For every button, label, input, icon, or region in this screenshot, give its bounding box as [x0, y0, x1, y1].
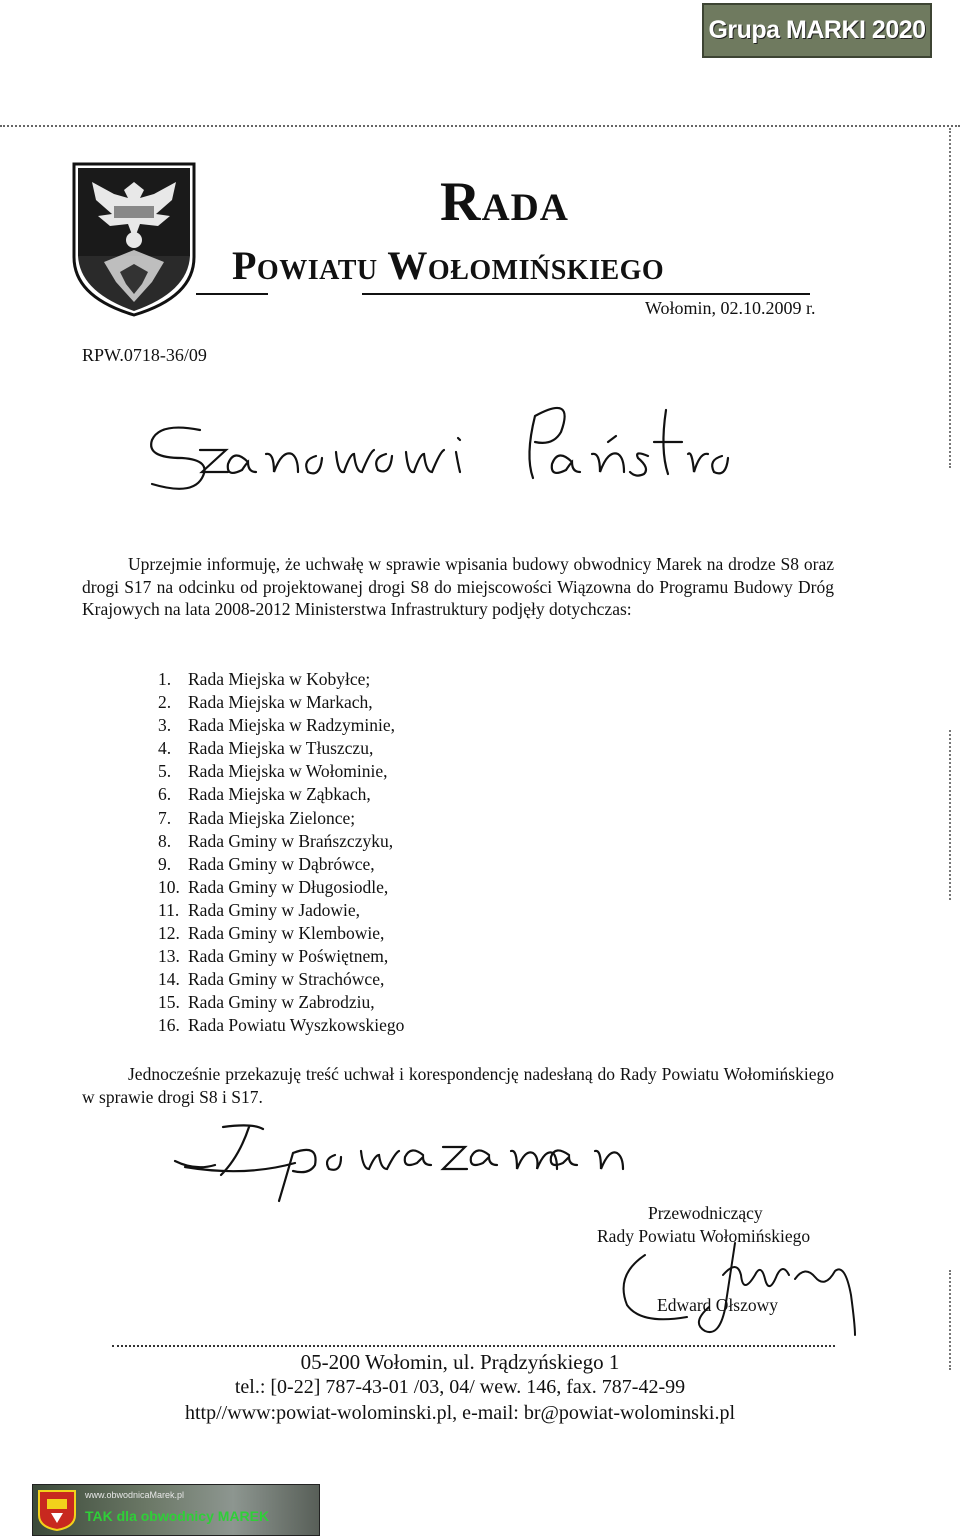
banner-slogan: TAK dla obwodnicy MAREK: [85, 1508, 270, 1524]
badge-text: Grupa MARKI 2020: [708, 16, 926, 44]
list-item: 2. Rada Miejska w Markach,: [158, 692, 373, 713]
list-item: 5. Rada Miejska w Wołominie,: [158, 761, 388, 782]
footer-web-email[interactable]: http//www:powiat-wolominski.pl, e-mail: br@powiat-wolominski.pl: [184, 1402, 736, 1424]
footer-divider: [112, 1345, 835, 1347]
body-paragraph: Jednocześnie przekazuję treść uchwał i korespondencję nadesłaną do Rady Powiatu Wołomińskiego w sprawie drogi S8 i S17.: [82, 1064, 834, 1107]
campaign-banner[interactable]: [32, 1484, 320, 1536]
list-item: 1. Rada Miejska w Kobyłce;: [158, 669, 371, 689]
list-item: 10. Rada Gminy w Długosiodle,: [158, 876, 389, 897]
council-list: [158, 668, 404, 1038]
list-item: 3. Rada Miejska w Radzyminie,: [158, 715, 396, 736]
scan-edge-right: [949, 730, 951, 900]
handwritten-signature: [605, 1235, 870, 1350]
group-badge: [702, 3, 932, 58]
list-item: 6. Rada Miejska w Ząbkach,: [158, 784, 371, 805]
header-divider: [196, 293, 268, 295]
handwritten-salutation: [140, 390, 760, 500]
list-item: 8. Rada Gminy w Brańszczyku,: [158, 830, 394, 851]
footer-address: 05-200 Wołomin, ul. Prądzyńskiego 1: [300, 1350, 620, 1374]
crest-logo-icon: [37, 1489, 77, 1531]
signatory-name: Edward Ołszowy: [657, 1295, 779, 1315]
list-item: 14. Rada Gminy w Strachówce,: [158, 969, 385, 990]
list-item: 12. Rada Gminy w Klembowie,: [158, 923, 385, 944]
header-divider: [362, 293, 810, 295]
handwritten-closing: [165, 1115, 665, 1210]
coat-of-arms-icon: [72, 162, 196, 317]
signatory-office: Rady Powiatu Wołomińskiego: [597, 1226, 811, 1246]
signatory-title: Przewodniczący: [648, 1203, 763, 1223]
scan-edge-right: [949, 128, 951, 468]
scan-edge-right: [949, 1270, 951, 1370]
scan-edge-line: [0, 125, 960, 127]
banner-url: www.obwodnicaMarek.pl: [85, 1490, 185, 1500]
list-item: 7. Rada Miejska Zielonce;: [158, 807, 356, 828]
header-title: Rada: [440, 171, 569, 233]
reference-number: RPW.0718-36/09: [82, 345, 207, 365]
list-item: 13. Rada Gminy w Poświętnem,: [158, 946, 389, 967]
list-item: 11. Rada Gminy w Jadowie,: [158, 899, 361, 920]
list-item: 9. Rada Gminy w Dąbrówce,: [158, 853, 375, 874]
body-paragraph: Uprzejmie informuję, że uchwałę w sprawie wpisania budowy obwodnicy Marek na drodze S8 oraz drogi S17 na odcinku od projektowanej drogi S8 do miejscowości Wiązowna do Programu Budowy Dróg Krajowych na lata 2008-2012 Ministerstwa Infrastruktury podjęły dotychczas:: [82, 554, 834, 619]
list-item: 4. Rada Miejska w Tłuszczu,: [158, 738, 374, 759]
list-item: 15. Rada Gminy w Zabrodziu,: [158, 992, 375, 1013]
footer-phones: tel.: [0-22] 787-43-01 /03, 04/ wew. 146, fax. 787-42-99: [234, 1376, 686, 1398]
header-subtitle: Powiatu Wołomińskiego: [232, 243, 665, 288]
letter-date: Wołomin, 02.10.2009 r.: [645, 298, 816, 318]
list-item: 16. Rada Powiatu Wyszkowskiego: [158, 1015, 405, 1036]
